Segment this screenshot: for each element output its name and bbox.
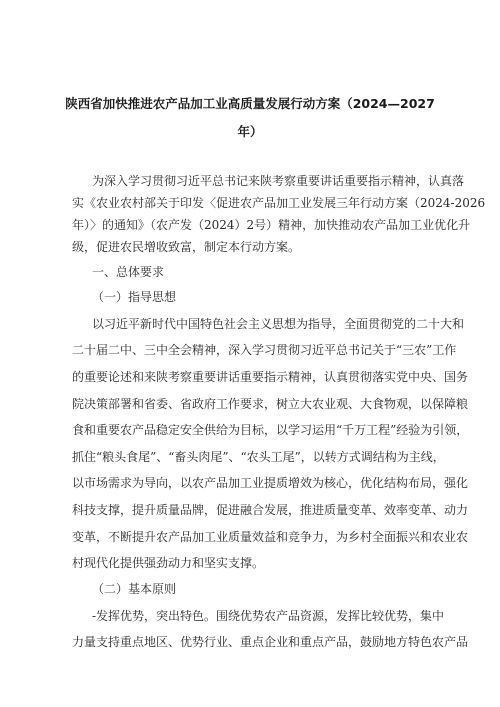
subsection-heading-basic-principles: （二）基本原则 [92,582,177,596]
guiding-line-9: 变革，不断提升农产品加工业质量效益和竞争力，为乡村全面振兴和农业农 [72,530,469,544]
document-title-line-1: 陕西省加快推进农产品加工业高质量发展行动方案（2024—2027 [65,96,435,111]
guiding-line-5: 食和重要农产品稳定安全供给为目标，以学习运用“千万工程”经验为引领， [72,423,469,437]
intro-line-1: 为深入学习贯彻习近平总书记来陕考察重要讲话重要指示精神，认真落 [92,174,465,188]
guiding-line-4: 院决策部署和省委、省政府工作要求，树立大农业观、大食物观，以保障粮 [72,397,469,411]
guiding-line-10: 村现代化提供强劲动力和坚实支撑。 [72,556,265,570]
guiding-line-7: 以市场需求为导向，以农产品加工业提质增效为核心，优化结构布局，强化 [72,476,469,490]
subsection-heading-guiding-ideology: （一）指导思想 [92,290,177,304]
document-title-line-2: 年） [237,124,263,139]
intro-line-2: 实《农业农村部关于印发〈促进农产品加工业发展三年行动方案（2024-2026 [72,196,486,210]
principles-line-2: 力量支持重点地区、优势行业、重点企业和重点产品，鼓励地方特色农产品 [72,635,469,649]
guiding-line-1: 以习近平新时代中国特色社会主义思想为指导，全面贯彻党的二十大和 [92,317,465,331]
section-heading-general-requirements: 一、总体要求 [92,265,165,279]
intro-line-3: 年）〉的通知》（农产发（2024）2号）精神，加快推动农产品加工业优化升 [72,218,471,232]
guiding-line-8: 科技支撑，提升质量品牌，促进融合发展，推进质量变革、效率变革、动力 [72,503,469,517]
intro-line-4: 级，促进农民增收致富，制定本行动方案。 [72,240,301,254]
principles-line-1: -发挥优势，突出特色。围绕优势农产品资源，发挥比较优势，集中 [92,609,445,623]
guiding-line-3: 的重要论述和来陕考察重要讲话重要指示精神，认真贯彻落实党中央、国务 [72,370,469,384]
guiding-line-2: 二十届二中、三中全会精神，深入学习贯彻习近平总书记关于“三农”工作 [72,343,457,357]
guiding-line-6: 抓住“粮头食尾”、“畜头肉尾”、“农头工尾”，以转方式调结构为主线， [72,450,445,464]
